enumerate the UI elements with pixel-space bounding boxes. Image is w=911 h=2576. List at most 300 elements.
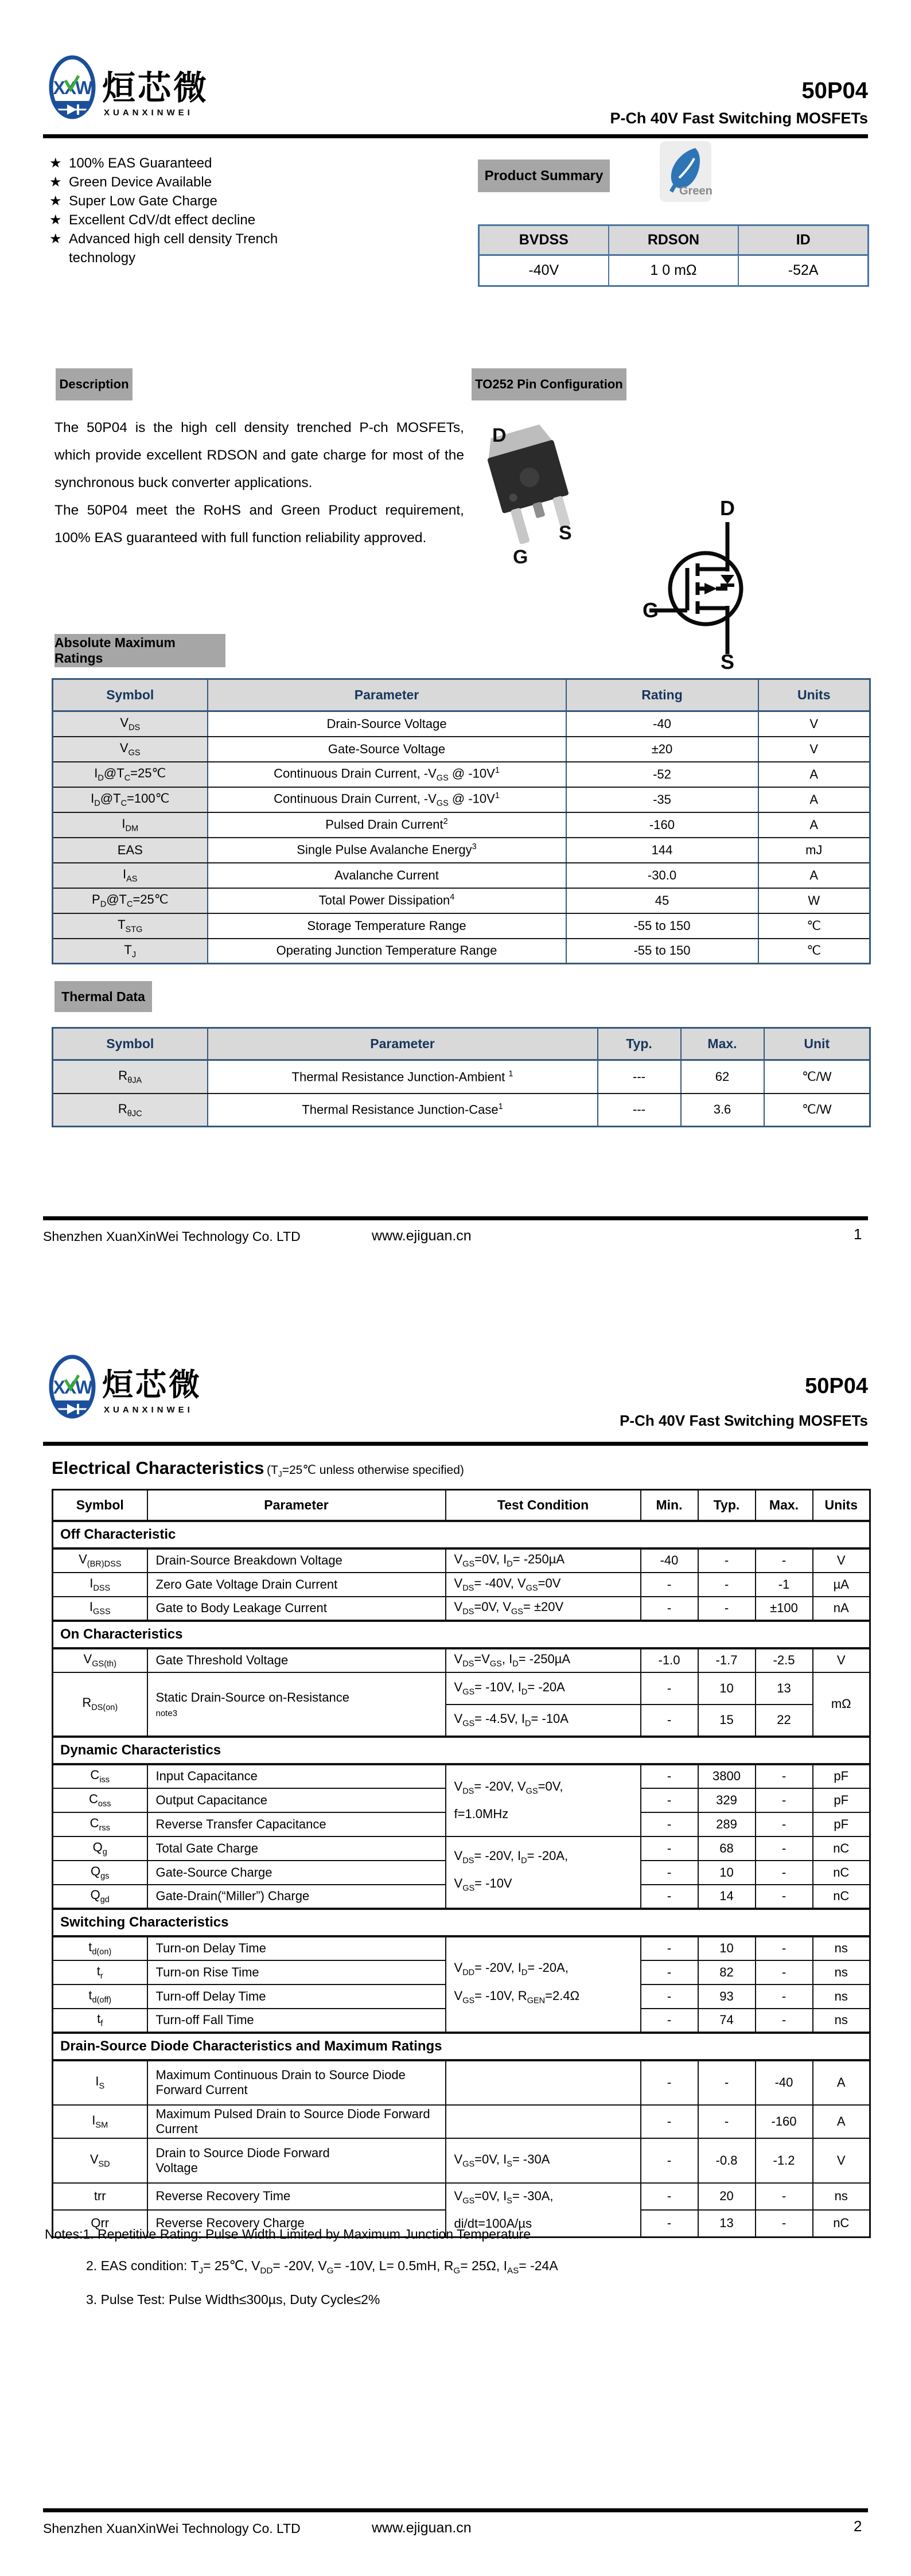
- symbol-cell: $C_{rss}$: [53, 1812, 147, 1836]
- min-cell: -: [641, 1812, 698, 1836]
- rdson-value: 1 0 mΩ: [609, 255, 739, 286]
- min-cell: -: [641, 2183, 698, 2210]
- symbol-cell: trr: [53, 2183, 147, 2210]
- table-row: [53, 1936, 870, 1960]
- package-photo-icon: [480, 419, 583, 568]
- parameter-note: note3: [155, 1708, 178, 1718]
- test-condition-cell: [446, 1836, 641, 1909]
- min-cell: -: [641, 1672, 698, 1705]
- column-header: Max.: [681, 1028, 764, 1060]
- parameter-text: Static Drain-Source on-Resistance: [155, 1690, 349, 1705]
- feature-item: [49, 211, 451, 229]
- typ-cell: 13: [698, 2210, 756, 2237]
- symbol-cell: $t_{d(off)}$: [53, 1984, 147, 2009]
- symbol-cell: $R_{\theta JC}$: [53, 1094, 208, 1127]
- typ-cell: -: [698, 2060, 756, 2105]
- footer-rule: [43, 2508, 868, 2512]
- parameter-cell: Continuous Drain Current, $-V_{GS}$ @ $-10V^1$: [208, 762, 566, 787]
- min-cell: -: [641, 2060, 698, 2105]
- pin-config-badge: TO252 Pin Configuration: [472, 368, 626, 400]
- parameter-cell: Gate Threshold Voltage: [147, 1648, 446, 1672]
- bvdss-value: -40V: [479, 255, 609, 286]
- rating-cell: -52: [566, 762, 758, 787]
- company-logo: [48, 1353, 96, 1420]
- feature-text: Green Device Available: [69, 174, 212, 190]
- min-cell: -: [641, 1984, 698, 2009]
- table-header-row: [53, 1028, 870, 1060]
- symbol-cell: $I_D@T_C=25℃$: [53, 762, 208, 787]
- max-cell: -2.5: [756, 1648, 813, 1672]
- max-cell: -40: [756, 2060, 813, 2105]
- table-row: [53, 1764, 870, 1788]
- thermal-badge: Thermal Data: [54, 981, 152, 1012]
- ec-heading: [52, 1458, 464, 1478]
- rating-cell: 144: [566, 838, 758, 863]
- units-cell: A: [813, 2060, 870, 2105]
- table-row: [53, 1060, 870, 1094]
- test-condition-cell: $V_{GS}=0V$, $I_S= -30A$: [446, 2138, 641, 2183]
- typ-cell: 10: [698, 1672, 756, 1705]
- typ-cell: -: [698, 2105, 756, 2138]
- symbol-cell: $Q_{gs}$: [53, 1861, 147, 1885]
- part-number: 50P04: [801, 78, 868, 103]
- parameter-cell: Turn-on Delay Time: [147, 1936, 446, 1960]
- symbol-cell: $I_{DSS}$: [53, 1573, 147, 1597]
- abs-max-table: [52, 678, 871, 964]
- column-header: Parameter: [208, 1028, 598, 1060]
- min-cell: -: [641, 1764, 698, 1788]
- test-condition-cell: $V_{DS}=0V$, $V_{GS}= \pm 20V$: [446, 1597, 641, 1621]
- table-row: [53, 913, 870, 939]
- feature-text: 100% EAS Guaranteed: [69, 155, 212, 171]
- typ-cell: 329: [698, 1788, 756, 1812]
- star-icon: ★: [49, 212, 62, 228]
- section-row: [53, 2033, 870, 2060]
- typ-cell: -: [698, 1548, 756, 1573]
- units-cell: V: [813, 1548, 870, 1573]
- symbol-cell: $V_{SD}$: [53, 2138, 147, 2183]
- table-row: [53, 1648, 870, 1672]
- parameter-cell: Single Pulse Avalanche Energy$^3$: [208, 838, 566, 863]
- svg-text:S: S: [559, 522, 572, 544]
- feature-item: [49, 229, 451, 267]
- max-cell: -: [756, 1960, 813, 1984]
- min-cell: -40: [641, 1548, 698, 1573]
- max-cell: 22: [756, 1705, 813, 1737]
- column-header: ID: [738, 225, 868, 255]
- brand-name-cn: 烜芯微: [102, 1368, 202, 1402]
- abs-max-badge: Absolute Maximum Ratings: [54, 634, 225, 667]
- page-number: 2: [854, 2517, 862, 2535]
- company-logo: [48, 54, 96, 120]
- section-row: [53, 1521, 870, 1548]
- header-rule: [43, 1442, 868, 1446]
- part-number: 50P04: [805, 1374, 868, 1398]
- column-header: BVDSS: [479, 225, 609, 255]
- part-subtitle: P-Ch 40V Fast Switching MOSFETs: [610, 110, 868, 127]
- column-header: Rating: [566, 679, 758, 711]
- units-cell: nA: [813, 1597, 870, 1621]
- feature-text: Excellent CdV/dt effect decline: [69, 212, 256, 228]
- symbol-cell: $C_{oss}$: [53, 1788, 147, 1812]
- typ-cell: -0.8: [698, 2138, 756, 2183]
- max-cell: -: [756, 1885, 813, 1909]
- mosfet-symbol-svg: [637, 498, 761, 670]
- parameter-cell: Maximum Pulsed Drain to Source Diode Forward Current: [147, 2105, 446, 2138]
- max-cell: -: [756, 1548, 813, 1573]
- units-cell: A: [813, 2105, 870, 2138]
- column-header: Max.: [756, 1490, 813, 1521]
- section-row: [53, 1909, 870, 1936]
- symbol-cell: $I_{GSS}$: [53, 1597, 147, 1621]
- ec-heading-title: Electrical Characteristics: [52, 1458, 264, 1478]
- rating-cell: -35: [566, 787, 758, 812]
- section-title: On Characteristics: [53, 1621, 870, 1648]
- units-cell: A: [758, 787, 870, 812]
- symbol-cell: $V_{GS}$: [53, 737, 208, 762]
- column-header: Units: [758, 679, 870, 711]
- symbol-cell: Qrr: [53, 2210, 147, 2237]
- section-row: [53, 1737, 870, 1764]
- parameter-cell: Reverse Recovery Charge: [147, 2210, 446, 2237]
- parameter-cell: Thermal Resistance Junction-Case$^1$: [208, 1094, 598, 1127]
- typ-cell: -: [698, 1573, 756, 1597]
- max-cell: -: [756, 1836, 813, 1861]
- table-row: [53, 711, 870, 737]
- part-subtitle: P-Ch 40V Fast Switching MOSFETs: [620, 1412, 868, 1429]
- rating-cell: -55 to 150: [566, 939, 758, 964]
- min-cell: -: [641, 2009, 698, 2033]
- parameter-cell: Input Capacitance: [147, 1764, 446, 1788]
- svg-text:G: G: [513, 546, 528, 568]
- green-mark: [660, 141, 711, 202]
- features-list: [49, 154, 451, 267]
- note-line: 2. EAS condition: $T_J=$ 25℃, $V_{DD}= -20V$, $V_G= -10V$, L= 0.5mH, $R_G= 25\Omega$, $I_{AS}= -24A$: [86, 2258, 558, 2276]
- symbol-cell: $V_{DS}$: [53, 711, 208, 737]
- parameter-cell: Gate-Source Voltage: [208, 737, 566, 762]
- units-cell: A: [758, 863, 870, 888]
- parameter-cell: Drain-Source Breakdown Voltage: [147, 1548, 446, 1573]
- units-cell: W: [758, 888, 870, 913]
- max-cell: -: [756, 1812, 813, 1836]
- ec-heading-note: ($T_J=25℃$ unless otherwise specified): [266, 1464, 464, 1479]
- typ-cell: 20: [698, 2183, 756, 2210]
- units-cell: ℃: [758, 913, 870, 939]
- table-header-row: [53, 1490, 870, 1521]
- feature-text: Super Low Gate Charge: [69, 193, 217, 209]
- description-text: [54, 414, 464, 552]
- rating-cell: -40: [566, 711, 758, 737]
- symbol-cell: $I_S$: [53, 2060, 147, 2105]
- min-cell: -: [641, 1597, 698, 1621]
- table-header-row: [53, 679, 870, 711]
- table-row: [53, 762, 870, 787]
- symbol-cell: $I_D@T_C=100℃$: [53, 787, 208, 812]
- thermal-table: [52, 1027, 871, 1127]
- symbol-cell: $C_{iss}$: [53, 1764, 147, 1788]
- column-header: Typ.: [598, 1028, 681, 1060]
- mosfet-symbol-icon: [637, 498, 761, 670]
- svg-text:S: S: [720, 650, 735, 670]
- description-badge: Description: [56, 368, 133, 400]
- description-paragraph: The 50P04 meet the RoHS and Green Product requirement, 100% EAS guaranteed with full function reliability approved.: [54, 503, 464, 546]
- column-header: RDSON: [609, 225, 739, 255]
- table-row: [53, 2183, 870, 2210]
- min-cell: -: [641, 1936, 698, 1960]
- brand-name-en: XUANXINWEI: [104, 108, 193, 118]
- units-cell: ns: [813, 1960, 870, 1984]
- min-cell: -: [641, 1788, 698, 1812]
- typ-cell: 82: [698, 1960, 756, 1984]
- table-header-row: [479, 225, 869, 255]
- symbol-cell: $V_{(BR)DSS}$: [53, 1548, 147, 1573]
- units-cell: nC: [813, 1885, 870, 1909]
- units-cell: pF: [813, 1788, 870, 1812]
- parameter-text: Drain to Source Diode Forward Voltage: [155, 2145, 330, 2175]
- test-condition-cell: $V_{GS}=0V$, $I_D= -250\mu A$: [446, 1548, 641, 1573]
- units-cell: A: [758, 762, 870, 787]
- parameter-cell: Turn-off Delay Time: [147, 1984, 446, 2009]
- typ-cell: 10: [698, 1936, 756, 1960]
- parameter-cell: Turn-on Rise Time: [147, 1960, 446, 1984]
- table-row: [53, 939, 870, 964]
- min-cell: -: [641, 1861, 698, 1885]
- test-condition-cell: $V_{DS}= -40V$, $V_{GS}=0V$: [446, 1573, 641, 1597]
- max-cell: -1.2: [756, 2138, 813, 2183]
- svg-text:XXW: XXW: [53, 77, 92, 98]
- star-icon: ★: [49, 174, 62, 190]
- test-condition-line: di/dt=100A/µs: [454, 2216, 532, 2231]
- test-condition-cell: $V_{DS}=V_{GS}$, $I_D= -250\mu A$: [446, 1648, 641, 1672]
- product-summary-badge: Product Summary: [478, 159, 610, 192]
- svg-text:D: D: [720, 498, 735, 520]
- parameter-cell: Total Gate Charge: [147, 1836, 446, 1861]
- table-row: [53, 1672, 870, 1705]
- max-cell: -: [756, 1984, 813, 2009]
- footer-company: Shenzhen XuanXinWei Technology Co. LTD: [43, 2521, 301, 2536]
- table-row: [53, 787, 870, 812]
- parameter-cell: Gate-Drain(“Miller”) Charge: [147, 1885, 446, 1909]
- symbol-cell: $t_r$: [53, 1960, 147, 1984]
- units-cell: V: [758, 737, 870, 762]
- table-row: [53, 863, 870, 888]
- min-cell: -: [641, 1960, 698, 1984]
- min-cell: -: [641, 2138, 698, 2183]
- symbol-cell: $t_{d(on)}$: [53, 1936, 147, 1960]
- units-cell: A: [758, 812, 870, 838]
- section-row: [53, 1621, 870, 1648]
- feature-item: [49, 192, 451, 211]
- parameter-cell: Reverse Transfer Capacitance: [147, 1812, 446, 1836]
- max-cell: -: [756, 2183, 813, 2210]
- brand-name-en: XUANXINWEI: [104, 1405, 193, 1415]
- typ-cell: -1.7: [698, 1648, 756, 1672]
- column-header: Parameter: [147, 1490, 446, 1521]
- max-cell: -: [756, 1936, 813, 1960]
- symbol-cell: $T_{STG}$: [53, 913, 208, 939]
- parameter-cell: Maximum Continuous Drain to Source Diode Forward Current: [147, 2060, 446, 2105]
- datasheet-page-2: [0, 1288, 911, 2576]
- min-cell: -: [641, 2105, 698, 2138]
- section-title: Switching Characteristics: [53, 1909, 870, 1936]
- svg-text:G: G: [643, 598, 659, 622]
- logo-mark-icon: [48, 54, 96, 120]
- note-line: 3. Pulse Test: Pulse Width≤300µs, Duty Cycle≤2%: [86, 2291, 380, 2307]
- units-cell: V: [813, 1648, 870, 1672]
- parameter-cell: Total Power Dissipation$^4$: [208, 888, 566, 913]
- max-cell: 62: [681, 1060, 764, 1094]
- units-cell: ns: [813, 1936, 870, 1960]
- parameter-cell: Reverse Recovery Time: [147, 2183, 446, 2210]
- units-cell: V: [813, 2138, 870, 2183]
- table-row: [53, 1548, 870, 1573]
- test-condition-line: $V_{DD}= -20V$, $I_D= -20A$,: [454, 1960, 569, 1978]
- parameter-cell: Thermal Resistance Junction-Ambient $^1$: [208, 1060, 598, 1094]
- symbol-cell: $R_{\theta JA}$: [53, 1060, 208, 1094]
- typ-cell: -: [698, 1597, 756, 1621]
- footer-website: www.ejiguan.cn: [372, 1228, 472, 1244]
- min-cell: -: [641, 1836, 698, 1861]
- symbol-cell: $I_{DM}$: [53, 812, 208, 838]
- footer-company: Shenzhen XuanXinWei Technology Co. LTD: [43, 1229, 301, 1244]
- column-header: Typ.: [698, 1490, 756, 1521]
- symbol-cell: $Q_{gd}$: [53, 1885, 147, 1909]
- typ-cell: 93: [698, 1984, 756, 2009]
- units-cell: V: [758, 711, 870, 737]
- column-header: Min.: [641, 1490, 698, 1521]
- units-cell: pF: [813, 1812, 870, 1836]
- test-condition-line: $V_{GS}= -10V$, $R_{GEN}=2.4\Omega$: [454, 1988, 580, 2005]
- parameter-cell: Turn-off Fall Time: [147, 2009, 446, 2033]
- parameter-cell: Zero Gate Voltage Drain Current: [147, 1573, 446, 1597]
- parameter-cell: Output Capacitance: [147, 1788, 446, 1812]
- table-row: [53, 812, 870, 838]
- max-cell: -: [756, 2009, 813, 2033]
- typ-cell: 3800: [698, 1764, 756, 1788]
- product-summary-table: [478, 224, 869, 287]
- typ-cell: ---: [598, 1060, 681, 1094]
- brand-name-cn: 烜芯微: [102, 69, 209, 107]
- min-cell: -: [641, 1885, 698, 1909]
- rating-cell: ±20: [566, 737, 758, 762]
- table-row: [479, 255, 869, 286]
- test-condition-cell: [446, 1764, 641, 1836]
- max-cell: -1: [756, 1573, 813, 1597]
- section-title: Off Characteristic: [53, 1521, 870, 1548]
- min-cell: -1.0: [641, 1648, 698, 1672]
- table-row: [53, 1597, 870, 1621]
- table-row: [53, 838, 870, 863]
- test-condition-line: f=1.0MHz: [454, 1807, 509, 1822]
- column-header: Symbol: [53, 679, 208, 711]
- page-number: 1: [854, 1225, 862, 1243]
- typ-cell: 10: [698, 1861, 756, 1885]
- header-rule: [43, 134, 868, 138]
- test-condition-cell: $V_{GS}= -10V$, $I_D= -20A$: [446, 1672, 641, 1705]
- table-row: [53, 1573, 870, 1597]
- footer-rule: [43, 1216, 868, 1220]
- green-label: Green: [679, 185, 713, 197]
- test-condition-line: $V_{GS}= -10V$: [454, 1876, 512, 1893]
- column-header: Parameter: [208, 679, 566, 711]
- units-cell: nC: [813, 2210, 870, 2237]
- max-cell: -: [756, 2210, 813, 2237]
- parameter-cell: Gate to Body Leakage Current: [147, 1597, 446, 1621]
- parameter-cell: Continuous Drain Current, $-V_{GS}$ @ $-10V^1$: [208, 787, 566, 812]
- typ-cell: 15: [698, 1705, 756, 1737]
- parameter-cell: [147, 1672, 446, 1737]
- parameter-cell: Storage Temperature Range: [208, 913, 566, 939]
- symbol-cell: $I_{SM}$: [53, 2105, 147, 2138]
- max-cell: 13: [756, 1672, 813, 1705]
- units-cell: pF: [813, 1764, 870, 1788]
- symbol-cell: $t_f$: [53, 2009, 147, 2033]
- table-row: [53, 1094, 870, 1127]
- description-paragraph: The 50P04 is the high cell density trenched P-ch MOSFETs, which provide excellent RDSON and gate charge for most of the synchronous buck converter applications.: [54, 420, 464, 491]
- electrical-characteristics-table: [52, 1489, 871, 2238]
- feature-item: [49, 154, 451, 173]
- unit-cell: ℃/W: [764, 1094, 870, 1127]
- typ-cell: ---: [598, 1094, 681, 1127]
- min-cell: -: [641, 1705, 698, 1737]
- footer-website: www.ejiguan.cn: [372, 2520, 472, 2536]
- feature-item: [49, 173, 451, 192]
- symbol-cell: $V_{GS(th)}$: [53, 1648, 147, 1672]
- table-row: [53, 1836, 870, 1861]
- table-row: [53, 2138, 870, 2183]
- parameter-cell: Pulsed Drain Current$^2$: [208, 812, 566, 838]
- parameter-cell: [147, 2138, 446, 2183]
- symbol-cell: $I_{AS}$: [53, 863, 208, 888]
- note-line: Notes:1. Repetitive Rating: Pulse Width Limited by Maximum Junction Temperature: [45, 2227, 531, 2242]
- column-header: Test Condition: [446, 1490, 641, 1521]
- symbol-cell: $P_D@T_C=25℃$: [53, 888, 208, 913]
- feature-text: Advanced high cell density Trench technology: [69, 231, 278, 266]
- units-cell: ℃: [758, 939, 870, 964]
- column-header: Symbol: [53, 1028, 208, 1060]
- max-cell: -: [756, 1861, 813, 1885]
- test-condition-cell: [446, 2105, 641, 2138]
- test-condition-cell: [446, 2060, 641, 2105]
- rating-cell: 45: [566, 888, 758, 913]
- rating-cell: -160: [566, 812, 758, 838]
- symbol-cell: $R_{DS(on)}$: [53, 1672, 147, 1737]
- units-cell: mΩ: [813, 1672, 870, 1737]
- symbol-cell: $T_J$: [53, 939, 208, 964]
- units-cell: nC: [813, 1861, 870, 1885]
- test-condition-line: $V_{GS}=0V$, $I_S= -30A$,: [454, 2188, 554, 2205]
- units-cell: nC: [813, 1836, 870, 1861]
- svg-text:XXW: XXW: [53, 1377, 92, 1398]
- notes: [45, 2227, 791, 2307]
- column-header: Symbol: [53, 1490, 147, 1521]
- max-cell: -: [756, 1764, 813, 1788]
- id-value: -52A: [738, 255, 868, 286]
- column-header: Unit: [764, 1028, 870, 1060]
- section-title: Dynamic Characteristics: [53, 1737, 870, 1764]
- units-cell: ns: [813, 2183, 870, 2210]
- star-icon: ★: [49, 231, 62, 247]
- rating-cell: -55 to 150: [566, 913, 758, 939]
- typ-cell: 289: [698, 1812, 756, 1836]
- max-cell: 3.6: [681, 1094, 764, 1127]
- test-condition-cell: $V_{GS}= -4.5V$, $I_D= -10A$: [446, 1705, 641, 1737]
- units-cell: ns: [813, 1984, 870, 2009]
- units-cell: mJ: [758, 838, 870, 863]
- typ-cell: 14: [698, 1885, 756, 1909]
- units-cell: ns: [813, 2009, 870, 2033]
- test-condition-cell: [446, 1936, 641, 2033]
